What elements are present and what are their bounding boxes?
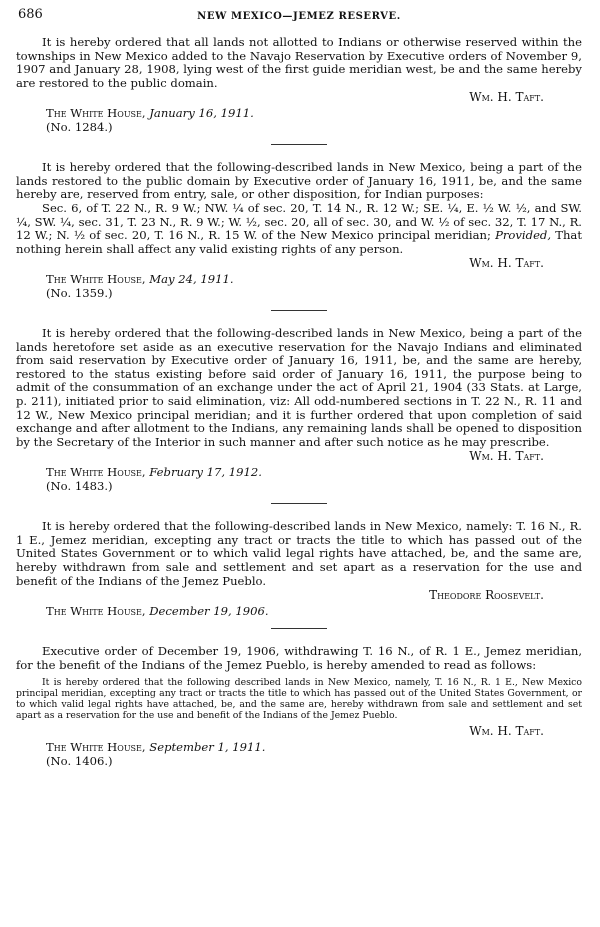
order-body: It is hereby ordered that the following-described lands in New Mexico, being a part of the lands restored to the public domain by Executive order of January 16, 1911, be, and the same hereby are, reserved from entry, sale, or other disposition, for Indian purposes: [16, 160, 582, 202]
running-head: NEW MEXICO—JEMEZ RESERVE. [197, 11, 401, 22]
section-divider [271, 628, 327, 629]
order-number: (No. 1483.) [46, 478, 113, 493]
signature: Wm. H. Taft. [469, 256, 544, 271]
issued-line [46, 273, 582, 287]
issued-line [46, 107, 582, 121]
order-number: (No. 1284.) [46, 119, 113, 134]
signature: Wm. H. Taft. [469, 449, 544, 464]
executive-order-5 [16, 645, 582, 768]
executive-order-4 [16, 520, 582, 618]
issued-place: The White House, [46, 739, 146, 754]
signature: Theodore Roosevelt. [429, 588, 544, 603]
signature: Wm. H. Taft. [469, 724, 544, 739]
signature: Wm. H. Taft. [469, 90, 544, 105]
order-body: Executive order of December 19, 1906, withdrawing T. 16 N., of R. 1 E., Jemez meridian, for the benefit of the Indians of the Jemez Pueblo, is hereby amended to read as follows: [16, 644, 582, 672]
order-body: It is hereby ordered that the following-described lands in New Mexico, namely: T. 16 N., R. 1 E., Jemez meridian, excepting any tract or tracts the title to which has passed out of the United States Government or to which valid legal rights have attached, be, and the same are, hereby withdrawn from sale and settlement and set apart as a reservation for the use and benefit of the Indians of the Jemez Pueblo. [16, 519, 582, 588]
executive-order-1 [16, 36, 582, 134]
issued-place: The White House, [46, 271, 146, 286]
issued-place: The White House, [46, 105, 146, 120]
issued-date: February 17, 1912. [149, 465, 262, 480]
executive-order-3 [16, 327, 582, 493]
issued-place: The White House, [46, 465, 146, 480]
order-body: It is hereby ordered that all lands not allotted to Indians or otherwise reserved within the townships in New Mexico added to the Navajo Reservation by Executive orders of November 9, 1907 and January 28, 1908, lying west of the first guide meridian west, be and the same hereby are restored to the public domain. [16, 35, 582, 90]
issued-date: May 24, 1911. [149, 271, 234, 286]
issued-line [46, 605, 582, 619]
quoted-order-text: It is hereby ordered that the following described lands in New Mexico, namely, T. 16 N., R. 1 E., New Mexico principal meridian, excepting any tract or tracts the title to which has passed out of the United States Government, or to which valid legal rights have attached, be, and the same are, hereby withdrawn from sale and settlement and set apart as a reservation for the use and benefit of the Indians of the Jemez Pueblo. [16, 676, 582, 722]
executive-order-2 [16, 161, 582, 300]
issued-line [46, 741, 582, 755]
order-land-description: Sec. 6, of T. 22 N., R. 9 W.; NW. ¼ of sec. 20, T. 14 N., R. 12 W.; SE. ¼, E. ½ W. ½, and SW. ¼, SW. ¼, sec. 31, T. 23 N., R. 9 W.; W. ½, sec. 20, all of sec. 30, and W. ½ of sec. 32, T. 17 N., R. 12 W.; N. ½ of sec. 20, T. 16 N., R. 15 W. of the New Mexico principal meridian; Provided, That nothing herein shall affect any valid existing rights of any person. [16, 200, 583, 256]
page-number: 686 [18, 7, 43, 22]
issued-place: The White House, [46, 603, 146, 618]
issued-date: December 19, 1906. [149, 603, 269, 618]
section-divider [271, 503, 327, 504]
order-number: (No. 1406.) [46, 753, 113, 768]
section-divider [271, 310, 327, 311]
issued-date: September 1, 1911. [149, 739, 266, 754]
issued-date: January 16, 1911. [149, 105, 254, 120]
section-divider [271, 144, 327, 145]
proviso-term: Provided, [495, 228, 552, 243]
order-body: It is hereby ordered that the following-described lands in New Mexico, being a part of the lands heretofore set aside as an executive reservation for the Navajo Indians and eliminated from said reservation by Executive order of January 16, 1911, be, and the same are hereby, restored to the status existing before said order of January 16, 1911, the purpose being to admit of the consummation of an exchange under the act of April 21, 1904 (33 Stats. at Large, p. 211), initiated prior to said elimination, viz: All odd-numbered sections in T. 22 N., R. 11 and 12 W., New Mexico principal meridian; and it is further ordered that upon completion of said exchange and after allotment to the Indians, any remaining lands shall be opened to disposition by the Secretary of the Interior in such manner and after such notice as he may prescribe. [16, 326, 582, 449]
order-number: (No. 1359.) [46, 285, 113, 300]
page-header [16, 8, 582, 24]
issued-line [46, 466, 582, 480]
